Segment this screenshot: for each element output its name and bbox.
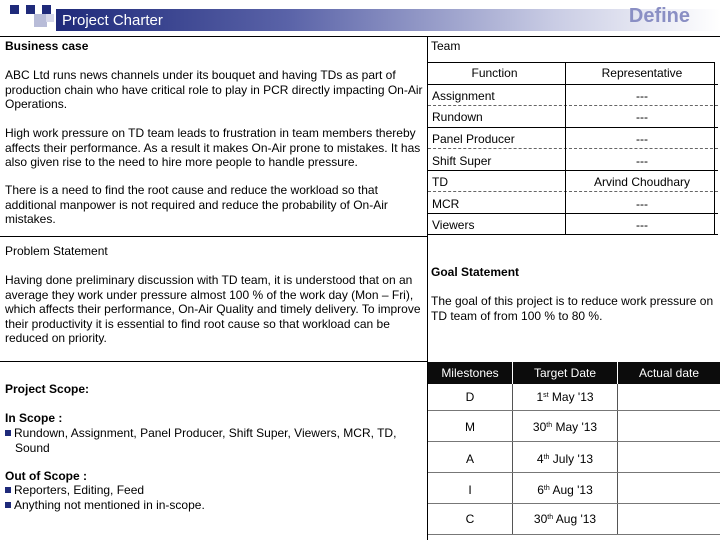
team-row — [428, 106, 718, 127]
milestone-phase: C — [465, 512, 475, 526]
team-representative: --- — [636, 218, 648, 232]
milestone-target-date: 6th Aug '13 — [537, 483, 593, 497]
business-case-paragraph: High work pressure on TD team leads to frustration in team members thereby affects their performance. As a result it makes On-Air prone to mistakes. It has also given rise to the need to hire more people to handle pressure. — [5, 126, 421, 169]
team-row — [428, 150, 718, 171]
bullet-icon — [5, 502, 11, 508]
milestone-phase: M — [465, 420, 475, 434]
team-function: Assignment — [432, 89, 495, 103]
out-scope-item: Anything not mentioned in in-scope. — [5, 498, 205, 512]
team-row — [428, 85, 718, 106]
team-function: Viewers — [432, 218, 475, 232]
team-heading: Team — [431, 39, 461, 53]
problem-heading: Problem Statement — [5, 244, 108, 258]
problem-text: Having done preliminary discussion with TD team, it is understood that on an average they work under pressure almost 100 % of the work day (Mon – Fri), which affects their performance, On-Air Quality and timely delivery. To improve their productivity it is essential to find root cause so that workload can be reduced on priority. — [5, 273, 421, 345]
milestone-target-date: 30th Aug '13 — [533, 512, 597, 526]
milestone-target-date: 4th July '13 — [536, 452, 594, 466]
in-scope-heading: In Scope : — [5, 411, 63, 425]
out-scope-item: Reporters, Editing, Feed — [5, 483, 144, 497]
team-col-representative: Representative — [601, 66, 683, 80]
team-representative: --- — [636, 197, 648, 211]
team-representative: Arvind Choudhary — [593, 175, 691, 189]
team-row — [428, 214, 718, 235]
grid-line — [0, 36, 720, 37]
team-function: Shift Super — [432, 154, 492, 168]
business-case-paragraph: ABC Ltd runs news channels under its bouquet and having TDs as part of production chain who have critical role to play in PCR directly impacting On-Air Operations. — [5, 68, 423, 111]
team-function: TD — [432, 175, 448, 189]
bullet-icon — [5, 430, 11, 436]
grid-line — [0, 361, 427, 362]
business-case-heading: Business case — [5, 39, 89, 53]
team-function: Panel Producer — [432, 132, 515, 146]
actual-date-col-header: Actual date — [618, 362, 720, 384]
team-row — [428, 171, 718, 192]
milestones-col-header: Milestones — [428, 362, 512, 384]
milestone-phase: A — [465, 452, 474, 466]
target-date-col-header: Target Date — [513, 362, 617, 384]
team-representative: --- — [636, 110, 648, 124]
team-function: MCR — [432, 197, 460, 211]
grid-line — [0, 236, 427, 237]
phase-label: Define — [628, 5, 690, 27]
bullet-icon — [5, 487, 11, 493]
milestone-phase: D — [465, 390, 475, 404]
team-representative: --- — [636, 154, 648, 168]
out-scope-heading: Out of Scope : — [5, 469, 87, 483]
scope-heading: Project Scope: — [5, 382, 90, 396]
page-title: Project Charter — [62, 12, 163, 29]
milestone-target-date: 30th May '13 — [532, 420, 598, 434]
team-row — [428, 128, 718, 149]
goal-heading: Goal Statement — [431, 265, 520, 279]
team-representative: --- — [636, 89, 648, 103]
in-scope-item: Rundown, Assignment, Panel Producer, Shift Super, Viewers, MCR, TD, Sound — [5, 426, 415, 455]
milestone-phase: I — [468, 483, 472, 497]
goal-text: The goal of this project is to reduce work pressure on TD team of from 100 % to 80 %. — [431, 294, 714, 323]
team-function: Rundown — [432, 110, 483, 124]
team-row — [428, 193, 718, 214]
team-representative: --- — [636, 132, 648, 146]
business-case-paragraph: There is a need to find the root cause and reduce the workload so that additional manpower is not required and reduce the probability of On-Air mistakes. — [5, 183, 388, 226]
milestone-target-date: 1st May '13 — [536, 390, 594, 404]
team-col-function: Function — [471, 66, 518, 80]
